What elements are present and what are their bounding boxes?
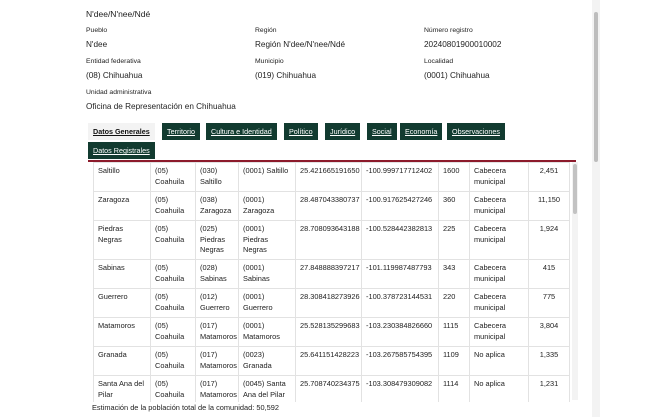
table-cell: -101.119987487793 [362,260,439,289]
population-estimate [92,403,279,412]
table-cell: Sabinas [94,260,151,289]
tab-datos-generales[interactable]: Datos Generales [88,123,155,140]
field-value-entidad: (08) Chihuahua [86,71,143,80]
table-cell: 1,231 [529,376,570,402]
table-cell: Zaragoza [94,192,151,221]
tab-juridico[interactable]: Jurídico [325,123,360,140]
table-cell: (0001) Sabinas [239,260,296,289]
table-cell: 1,335 [529,347,570,376]
field-label-pueblo: Pueblo [86,27,108,34]
population-estimate-label: Estimación de la población total de la comunidad: [92,403,255,412]
table-cell: (05) Coahuila [151,347,196,376]
table-cell: 1109 [439,347,470,376]
page-scrollbar[interactable] [592,0,600,417]
table-cell: 2,451 [529,163,570,192]
table-cell: 28.708093643188 [296,221,362,260]
table-cell: (0001) Guerrero [239,289,296,318]
table-cell: 28.308418273926 [296,289,362,318]
field-label-municipio: Municipio [255,58,284,65]
table-cell: (05) Coahuila [151,318,196,347]
table-cell: Cabecera municipal [470,221,529,260]
table-cell: Saltillo [94,163,151,192]
field-value-region: Región N'dee/N'nee/Ndé [255,40,346,49]
table-cell: Granada [94,347,151,376]
field-label-unidad: Unidad administrativa [86,89,152,96]
field-value-localidad: (0001) Chihuahua [424,71,490,80]
tab-politico[interactable]: Político [284,123,318,140]
table-cell: (017) Matamoros [196,347,239,376]
table-cell: -100.378723144531 [362,289,439,318]
table-cell: (0023) Granada [239,347,296,376]
table-cell: Cabecera municipal [470,289,529,318]
table-cell: Cabecera municipal [470,163,529,192]
table-cell: 25.421665191650 [296,163,362,192]
tab-economia[interactable]: Economía [400,123,442,140]
table-row [94,260,570,289]
field-label-region: Región [255,27,277,34]
table-row [94,221,570,260]
table-scrollbar-thumb[interactable] [573,164,577,214]
table-cell: 220 [439,289,470,318]
table-cell: -100.999717712402 [362,163,439,192]
field-value-municipio: (019) Chihuahua [255,71,316,80]
table-cell: (017) Matamoros [196,318,239,347]
table-row [94,289,570,318]
table-cell: 1,924 [529,221,570,260]
table-cell: No aplica [470,376,529,402]
table-cell: 11,150 [529,192,570,221]
pueblo-title: N'dee/N'nee/Ndé [86,9,151,19]
table-cell: (028) Sabinas [196,260,239,289]
table-cell: (0001) Saltillo [239,163,296,192]
table-cell: Cabecera municipal [470,260,529,289]
table-cell: 415 [529,260,570,289]
table-cell: 225 [439,221,470,260]
table-cell: (05) Coahuila [151,163,196,192]
table-cell: -100.917625427246 [362,192,439,221]
table-row [94,163,570,192]
table-cell: Guerrero [94,289,151,318]
field-value-pueblo: N'dee [86,40,108,49]
table-cell: (05) Coahuila [151,260,196,289]
table-cell: (038) Zaragoza [196,192,239,221]
table-cell: (012) Guerrero [196,289,239,318]
page-scrollbar-thumb[interactable] [594,12,598,162]
table-cell: Santa Ana del Pilar [94,376,151,402]
table-scrollbar[interactable] [572,162,578,400]
field-value-unidad: Oficina de Representación en Chihuahua [86,102,236,111]
table-row [94,347,570,376]
table-cell: (05) Coahuila [151,376,196,402]
detail-panel [84,0,592,417]
field-value-numero-registro: 20240801900010002 [424,40,502,49]
table-cell: (05) Coahuila [151,221,196,260]
table-cell: -103.230384826660 [362,318,439,347]
table-cell: 1600 [439,163,470,192]
table-cell: -103.267585754395 [362,347,439,376]
table-cell: 1114 [439,376,470,402]
table-cell: No aplica [470,347,529,376]
table-cell: 25.528135299683 [296,318,362,347]
table-cell: Cabecera municipal [470,192,529,221]
communities-table-container [88,162,576,402]
tab-datos-registrales[interactable]: Datos Registrales [88,142,155,159]
table-cell: 3,804 [529,318,570,347]
table-cell: 25.708740234375 [296,376,362,402]
tab-social[interactable]: Social [367,123,397,140]
table-cell: (025) Piedras Negras [196,221,239,260]
table-cell: (030) Saltillo [196,163,239,192]
tab-observaciones[interactable]: Observaciones [447,123,505,140]
table-cell: (0001) Matamoros [239,318,296,347]
table-cell: (0001) Piedras Negras [239,221,296,260]
table-cell: 1115 [439,318,470,347]
table-row [94,192,570,221]
table-cell: (05) Coahuila [151,289,196,318]
table-cell: 25.641151428223 [296,347,362,376]
table-cell: (0001) Zaragoza [239,192,296,221]
left-gutter [0,0,80,417]
table-cell: Piedras Negras [94,221,151,260]
communities-table [93,162,570,402]
table-cell: Matamoros [94,318,151,347]
table-cell: (0045) Santa Ana del Pilar [239,376,296,402]
tab-cultura-identidad[interactable]: Cultura e Identidad [206,123,277,140]
table-row [94,318,570,347]
table-cell: 27.848888397217 [296,260,362,289]
table-cell: 360 [439,192,470,221]
field-label-localidad: Localidad [424,58,454,65]
table-cell: 775 [529,289,570,318]
table-cell: -103.308479309082 [362,376,439,402]
table-cell: 343 [439,260,470,289]
population-estimate-value: 50,592 [256,403,279,412]
table-cell: 28.487043380737 [296,192,362,221]
table-cell: (05) Coahuila [151,192,196,221]
table-cell: -100.528442382813 [362,221,439,260]
table-cell: Cabecera municipal [470,318,529,347]
tab-territorio[interactable]: Territorio [162,123,200,140]
field-label-entidad: Entidad federativa [86,58,141,65]
table-row [94,376,570,402]
field-label-numero-registro: Número registro [424,27,473,34]
table-cell: (017) Matamoros [196,376,239,402]
